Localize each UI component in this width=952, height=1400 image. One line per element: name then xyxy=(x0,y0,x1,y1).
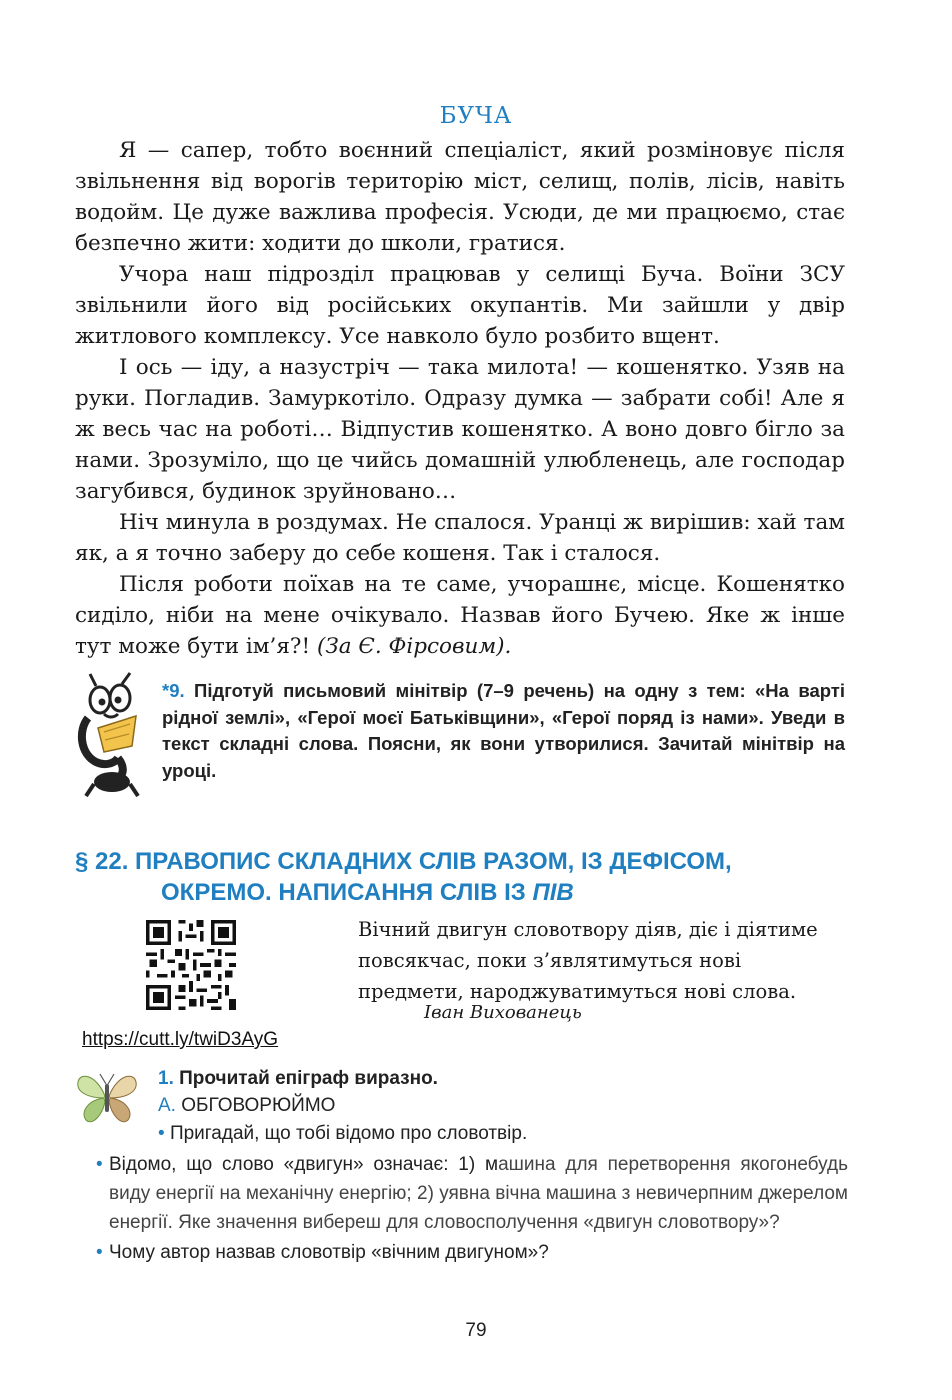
story-paragraph: І ось — іду, а назустріч — така милота! — кошенятко. Узяв на руки. Погладив. Замуркотіло. Одразу думка — забрати собі! Але я ж весь час на роботі… Відпустив кошенятко. А воно довго бігло за нами. Зрозуміло, що це чийсь домашній улюбленець, але господар загубився, будинок зруйновано… xyxy=(75,355,845,504)
discuss-label: ОБГОВОРЮЙМО xyxy=(181,1095,336,1116)
story-title: БУЧА xyxy=(439,103,513,129)
discuss-letter: А. xyxy=(158,1095,176,1116)
story-paragraph-last xyxy=(75,569,845,662)
story-text xyxy=(75,135,845,662)
bullet-recall-text: Пригадай, що тобі відомо про словотвір. xyxy=(169,1123,528,1144)
section-heading-piv: ПІВ xyxy=(532,879,574,906)
epigraph-text: Вічний двигун словотвору діяв, діє і діятиме повсякчас, поки з’являтимуться нові предмети, народжуватимуться нові слова. xyxy=(358,918,818,1003)
qr-link[interactable]: https://cutt.ly/twiD3AyG xyxy=(82,1029,279,1050)
story-paragraph: Учора наш підрозділ працював у селищі Буча. Воїни ЗСУ звільнили його від російських окупантів. Ми зайшли у двір житлового комплексу. Усе навколо було розбито вщент. xyxy=(75,262,845,349)
question-1-rest: ашина для перетворення якогонебудь виду енергії на механічну енергію; 2) уявна вічна машина з невичерпним джерелом енергії. Яке значення вибереш для словосполучення «двигун словотвору»? xyxy=(109,1154,848,1233)
discuss-heading xyxy=(158,1095,335,1117)
bullet-marker: • xyxy=(96,1154,103,1175)
story-paragraph: Ніч минула в роздумах. Не спалося. Уранці ж вирішив: хай там як, а я точно заберу до себе кошеня. Так і сталося. xyxy=(75,510,845,566)
task-9-text: Підготуй письмовий мінітвір (7–9 речень) на одну з тем: «На варті рідної землі», «Герої моєї Батьківщини», «Герої поряд із нами». Уведи в текст складні слова. Поясни, як вони утворилися. Зачитай мінітвір на уроці. xyxy=(162,680,845,781)
bullet-recall xyxy=(158,1123,527,1145)
story-last-text: Після роботи поїхав на те саме, учорашнє, місце. Кошенятко сиділо, ніби на мене очікувало. Назвав його Бучею. Яке ж інше тут може бути ім’я?! xyxy=(75,572,845,659)
questions-list xyxy=(96,1150,848,1268)
task-9-number: *9. xyxy=(162,680,185,701)
task-9 xyxy=(162,678,845,784)
epigraph-author: Іван Вихованець xyxy=(424,1002,582,1023)
section-heading-line2: ОКРЕМО. НАПИСАННЯ СЛІВ ІЗ xyxy=(161,879,533,906)
task-1-number: 1. xyxy=(158,1068,174,1089)
story-paragraph: Я — сапер, тобто воєнний спеціаліст, який розміновує після звільнення від ворогів територію міст, селищ, полів, лісів, навіть водойм. Це дуже важлива професія. Усюди, де ми працюємо, стає безпечно жити: ходити до школи, гратися. xyxy=(75,138,845,256)
beetle-mascot-icon xyxy=(74,672,152,800)
question-1-start: Відомо, що слово «двигун» означає: 1) м xyxy=(109,1154,499,1175)
page-number: 79 xyxy=(465,1320,487,1341)
question-2: Чому автор назвав словотвір «вічним двигуном»? xyxy=(109,1242,549,1263)
section-heading xyxy=(75,846,875,908)
task-1-text: Прочитай епіграф виразно. xyxy=(179,1068,438,1089)
section-heading-line1: § 22. ПРАВОПИС СКЛАДНИХ СЛІВ РАЗОМ, ІЗ ДЕФІСОМ, xyxy=(75,848,732,875)
story-author: (За Є. Фірсовим). xyxy=(316,634,512,659)
question-item xyxy=(96,1238,848,1267)
question-item xyxy=(96,1150,848,1237)
qr-code-icon[interactable] xyxy=(146,920,236,1010)
bullet-marker: • xyxy=(158,1123,165,1144)
butterfly-icon xyxy=(74,1068,140,1124)
task-1 xyxy=(158,1068,438,1090)
bullet-marker: • xyxy=(96,1242,103,1263)
